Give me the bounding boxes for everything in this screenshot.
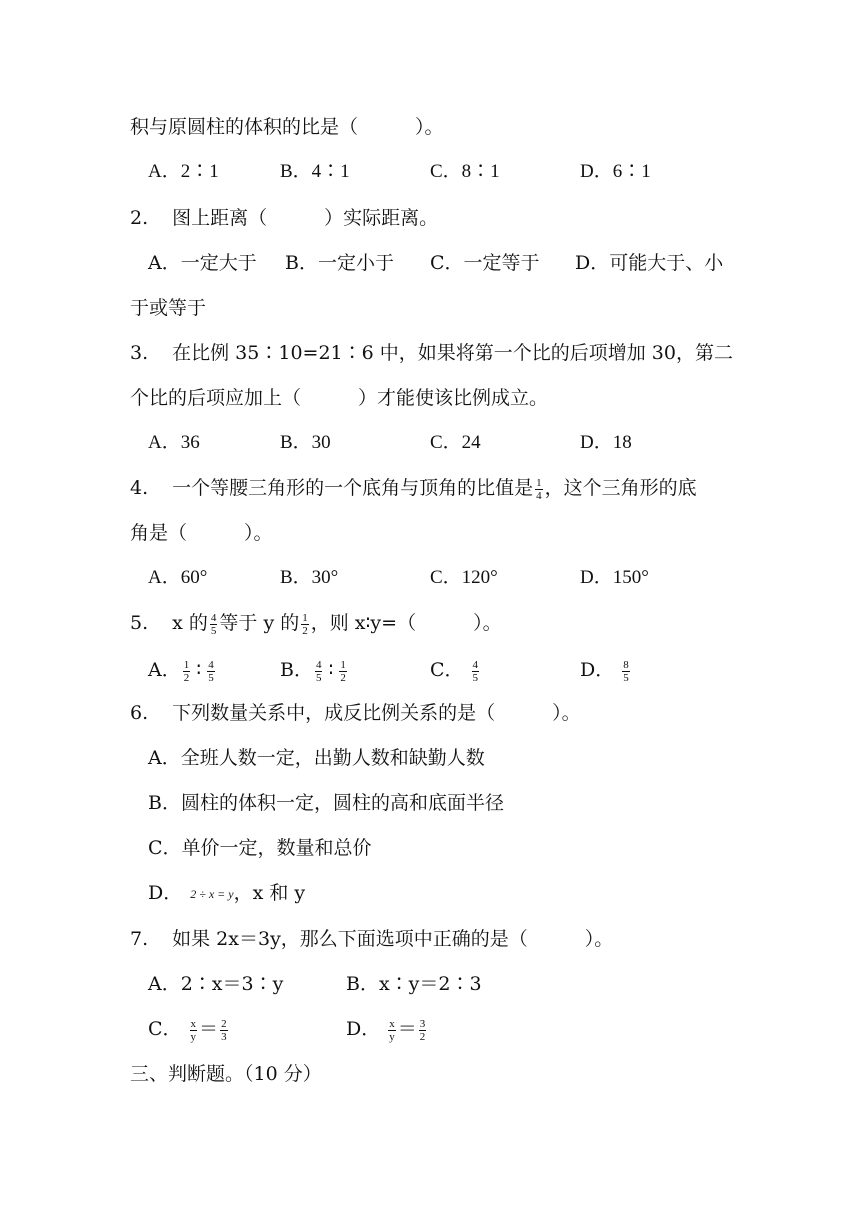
q5-option-b-frac-2-den: 2 bbox=[340, 671, 346, 684]
q5-option-a-colon: ∶ bbox=[196, 659, 202, 681]
q5-option-b-label: B． bbox=[280, 659, 313, 681]
q6-text: 下列数量关系中，成反比例关系的是（ ）。 bbox=[172, 702, 581, 724]
q5-option-b-frac-1 bbox=[315, 659, 323, 684]
q3-question bbox=[130, 340, 733, 366]
q7-question bbox=[130, 926, 613, 952]
q5-option-c-frac bbox=[472, 659, 480, 684]
q7-option-d-rhs-frac bbox=[419, 1018, 427, 1043]
q3-continuation: 个比的后项应加上（ ）才能使该比例成立。 bbox=[130, 387, 549, 409]
q5-fraction-1 bbox=[210, 612, 218, 637]
q6-option-d-label: D． bbox=[148, 882, 183, 904]
q7-option-d bbox=[346, 1012, 428, 1046]
q5-option-b bbox=[280, 654, 349, 686]
q4-option-d: D．150° bbox=[580, 567, 649, 588]
q5-option-c-label: C． bbox=[430, 659, 464, 681]
q7-option-d-lhs-frac bbox=[388, 1018, 396, 1043]
q6-question bbox=[130, 700, 581, 726]
q5-option-a-frac-1 bbox=[183, 659, 191, 684]
q5-text-1: x 的 bbox=[172, 612, 208, 634]
q2-option-a: A．一定大于 bbox=[148, 252, 257, 274]
q6-number: 6. bbox=[130, 702, 149, 724]
q2-number: 2. bbox=[130, 207, 149, 229]
q3-number: 3. bbox=[130, 342, 149, 364]
q5-question bbox=[130, 610, 502, 642]
q7-option-a: A．2∶x＝3∶y bbox=[148, 973, 284, 995]
q4-continuation: 角是（ ）。 bbox=[130, 522, 273, 544]
q6-option-b: B．圆柱的体积一定，圆柱的高和底面半径 bbox=[148, 792, 504, 814]
q5-option-d-label: D． bbox=[580, 659, 615, 681]
q5-option-d-frac-num: 8 bbox=[623, 658, 629, 671]
q5-fraction-1-den: 5 bbox=[210, 624, 217, 637]
q5-option-c-frac-num: 4 bbox=[472, 658, 479, 671]
q5-option-d bbox=[580, 654, 632, 686]
q5-fraction-2-num: 1 bbox=[302, 611, 308, 624]
q6-option-d-expression: 2 ÷ x = y bbox=[190, 887, 234, 901]
q7-option-d-equals: ＝ bbox=[397, 1018, 417, 1040]
q2-option-d: D．可能大于、小 bbox=[575, 252, 724, 274]
q5-option-a-frac-2 bbox=[207, 659, 215, 684]
q2-option-b: B．一定小于 bbox=[285, 252, 394, 274]
q5-text-2: 等于 y 的 bbox=[219, 612, 300, 634]
q5-fraction-2 bbox=[301, 612, 309, 637]
q2-option-c: C．一定等于 bbox=[430, 252, 540, 274]
q7-option-d-rhs-num: 3 bbox=[419, 1017, 426, 1030]
q7-option-d-lhs-num: x bbox=[389, 1017, 395, 1030]
q5-number: 5. bbox=[130, 612, 149, 634]
q4-fraction-numerator: 1 bbox=[536, 476, 542, 489]
q7-option-c-rhs-den: 3 bbox=[221, 1030, 227, 1043]
q7-option-c-lhs-frac bbox=[190, 1018, 198, 1043]
q2-question bbox=[130, 205, 438, 231]
q6-option-a: A．全班人数一定，出勤人数和缺勤人数 bbox=[148, 747, 485, 769]
q3-text: 在比例 35∶10=21∶6 中，如果将第一个比的后项增加 30，第二 bbox=[172, 342, 733, 364]
q4-text-b: ，这个三角形的底 bbox=[544, 477, 697, 499]
q5-option-c-frac-den: 5 bbox=[472, 671, 479, 684]
q5-option-a-frac-1-num: 1 bbox=[183, 658, 190, 671]
q5-option-a-frac-1-den: 2 bbox=[183, 671, 190, 684]
q5-option-a-frac-2-den: 5 bbox=[208, 671, 214, 684]
q5-option-b-frac-1-den: 5 bbox=[315, 671, 322, 684]
q5-option-c bbox=[430, 654, 481, 686]
q1-tail-text: 积与原圆柱的体积的比是（ ）。 bbox=[130, 116, 444, 138]
q7-option-c-rhs-frac bbox=[220, 1018, 228, 1043]
q4-fraction-denominator: 4 bbox=[536, 489, 542, 502]
q4-option-b: B．30° bbox=[280, 567, 339, 588]
q3-option-b: B．30 bbox=[280, 432, 331, 453]
q3-option-c: C．24 bbox=[430, 432, 481, 453]
q1-option-c: C．8∶1 bbox=[430, 161, 500, 182]
q1-option-d: D．6∶1 bbox=[580, 161, 651, 182]
q6-option-c: C．单价一定，数量和总价 bbox=[148, 837, 372, 859]
q7-option-c-label: C． bbox=[148, 1018, 182, 1040]
section-3-heading: 三、判断题。（10 分） bbox=[130, 1063, 322, 1085]
q7-option-d-lhs-den: y bbox=[389, 1030, 395, 1043]
q5-option-b-colon: ∶ bbox=[328, 659, 334, 681]
q5-option-a bbox=[148, 654, 217, 686]
q7-text: 如果 2x＝3y，那么下面选项中正确的是（ ）。 bbox=[172, 928, 614, 950]
q1-option-b: B．4∶1 bbox=[280, 161, 350, 182]
q5-option-d-frac bbox=[622, 659, 630, 684]
q5-option-d-frac-den: 5 bbox=[623, 671, 629, 684]
q5-option-b-frac-2 bbox=[339, 659, 347, 684]
q7-option-d-label: D． bbox=[346, 1018, 381, 1040]
q7-option-c-rhs-num: 2 bbox=[221, 1017, 227, 1030]
q2-continuation: 于或等于 bbox=[130, 297, 207, 319]
q4-option-c: C．120° bbox=[430, 567, 498, 588]
q7-option-c-equals: ＝ bbox=[199, 1018, 219, 1040]
q3-option-a: A．36 bbox=[148, 432, 200, 453]
q7-number: 7. bbox=[130, 928, 149, 950]
q4-fraction bbox=[535, 477, 543, 502]
q6-option-d bbox=[148, 880, 305, 906]
q7-option-d-rhs-den: 2 bbox=[419, 1030, 426, 1043]
q5-text-3: ，则 x∶y=（ ）。 bbox=[310, 612, 502, 634]
q4-text-a: 一个等腰三角形的一个底角与顶角的比值是 bbox=[172, 477, 534, 499]
q5-option-b-frac-2-num: 1 bbox=[340, 658, 346, 671]
q5-fraction-2-den: 2 bbox=[302, 624, 308, 637]
q5-fraction-1-num: 4 bbox=[210, 611, 217, 624]
q3-option-d: D．18 bbox=[580, 432, 632, 453]
q4-question bbox=[130, 475, 697, 507]
q4-option-a: A．60° bbox=[148, 567, 208, 588]
q4-number: 4. bbox=[130, 477, 149, 499]
q6-option-d-tail: ，x 和 y bbox=[233, 882, 306, 904]
q7-option-c bbox=[148, 1012, 230, 1046]
q7-option-c-lhs-den: y bbox=[190, 1030, 197, 1043]
q1-option-a: A．2∶1 bbox=[148, 161, 219, 182]
q7-option-c-lhs-num: x bbox=[190, 1017, 197, 1030]
q5-option-a-label: A． bbox=[148, 659, 181, 681]
q7-option-b: B．x∶y＝2∶3 bbox=[346, 973, 482, 995]
q5-option-b-frac-1-num: 4 bbox=[315, 658, 322, 671]
q2-text: 图上距离（ ）实际距离。 bbox=[172, 207, 439, 229]
q5-option-a-frac-2-num: 4 bbox=[208, 658, 214, 671]
